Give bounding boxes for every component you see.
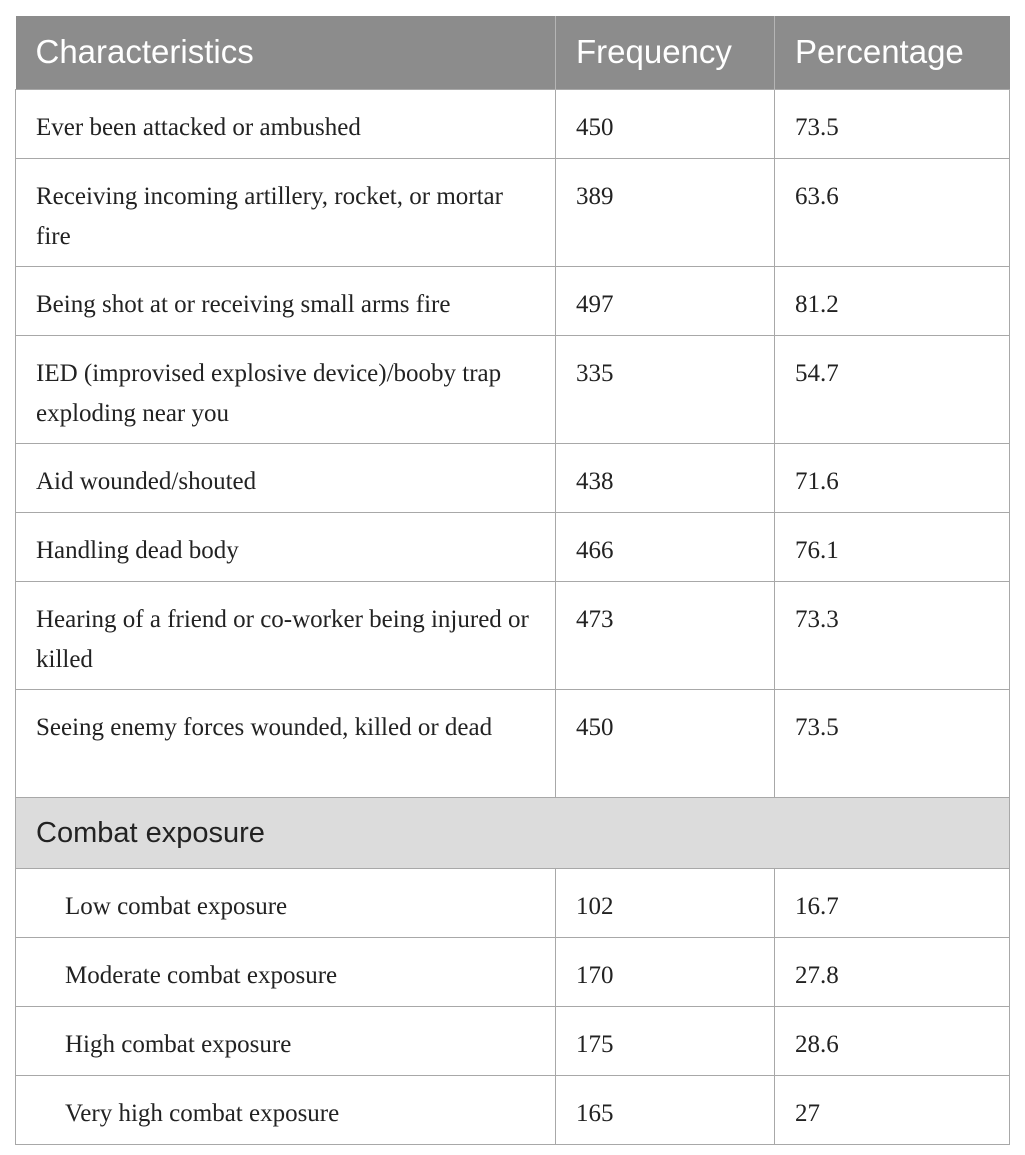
row-frequency: 165	[556, 1075, 775, 1144]
table-header	[16, 16, 1010, 89]
row-frequency: 473	[556, 581, 775, 689]
table-row	[16, 581, 1010, 689]
row-frequency: 335	[556, 335, 775, 443]
row-percentage: 54.7	[775, 335, 1010, 443]
row-frequency: 175	[556, 1006, 775, 1075]
header-percentage: Percentage	[775, 16, 1010, 89]
row-label: Seeing enemy forces wounded, killed or dead	[16, 689, 556, 797]
section-header-row	[16, 797, 1010, 868]
row-frequency: 450	[556, 689, 775, 797]
table-row	[16, 868, 1010, 937]
row-frequency: 450	[556, 89, 775, 158]
table-row	[16, 1006, 1010, 1075]
row-percentage: 76.1	[775, 512, 1010, 581]
table-row	[16, 512, 1010, 581]
row-percentage: 63.6	[775, 158, 1010, 266]
row-frequency: 170	[556, 937, 775, 1006]
row-percentage: 81.2	[775, 266, 1010, 335]
section-title: Combat exposure	[16, 797, 1010, 868]
row-label: Low combat exposure	[16, 868, 556, 937]
table-row	[16, 266, 1010, 335]
header-characteristics: Characteristics	[16, 16, 556, 89]
table-row	[16, 335, 1010, 443]
row-label: Ever been attacked or ambushed	[16, 89, 556, 158]
row-percentage: 28.6	[775, 1006, 1010, 1075]
table-row	[16, 89, 1010, 158]
table-row	[16, 158, 1010, 266]
row-frequency: 497	[556, 266, 775, 335]
row-label: Aid wounded/shouted	[16, 443, 556, 512]
row-label: Handling dead body	[16, 512, 556, 581]
row-label: IED (improvised explosive device)/booby trap exploding near you	[16, 335, 556, 443]
row-label: Being shot at or receiving small arms fire	[16, 266, 556, 335]
table-row	[16, 937, 1010, 1006]
row-frequency: 102	[556, 868, 775, 937]
row-label: High combat exposure	[16, 1006, 556, 1075]
row-label: Very high combat exposure	[16, 1075, 556, 1144]
row-percentage: 16.7	[775, 868, 1010, 937]
row-frequency: 466	[556, 512, 775, 581]
row-percentage: 73.5	[775, 689, 1010, 797]
row-frequency: 438	[556, 443, 775, 512]
header-row	[16, 16, 1010, 89]
row-label: Moderate combat exposure	[16, 937, 556, 1006]
row-percentage: 27	[775, 1075, 1010, 1144]
row-label: Hearing of a friend or co-worker being injured or killed	[16, 581, 556, 689]
table-row	[16, 443, 1010, 512]
table-row	[16, 689, 1010, 797]
row-percentage: 73.5	[775, 89, 1010, 158]
row-percentage: 27.8	[775, 937, 1010, 1006]
row-frequency: 389	[556, 158, 775, 266]
table-row	[16, 1075, 1010, 1144]
header-frequency: Frequency	[556, 16, 775, 89]
table-body	[16, 89, 1010, 1144]
row-percentage: 71.6	[775, 443, 1010, 512]
row-percentage: 73.3	[775, 581, 1010, 689]
combat-experience-table	[15, 16, 1010, 1145]
row-label: Receiving incoming artillery, rocket, or mortar fire	[16, 158, 556, 266]
